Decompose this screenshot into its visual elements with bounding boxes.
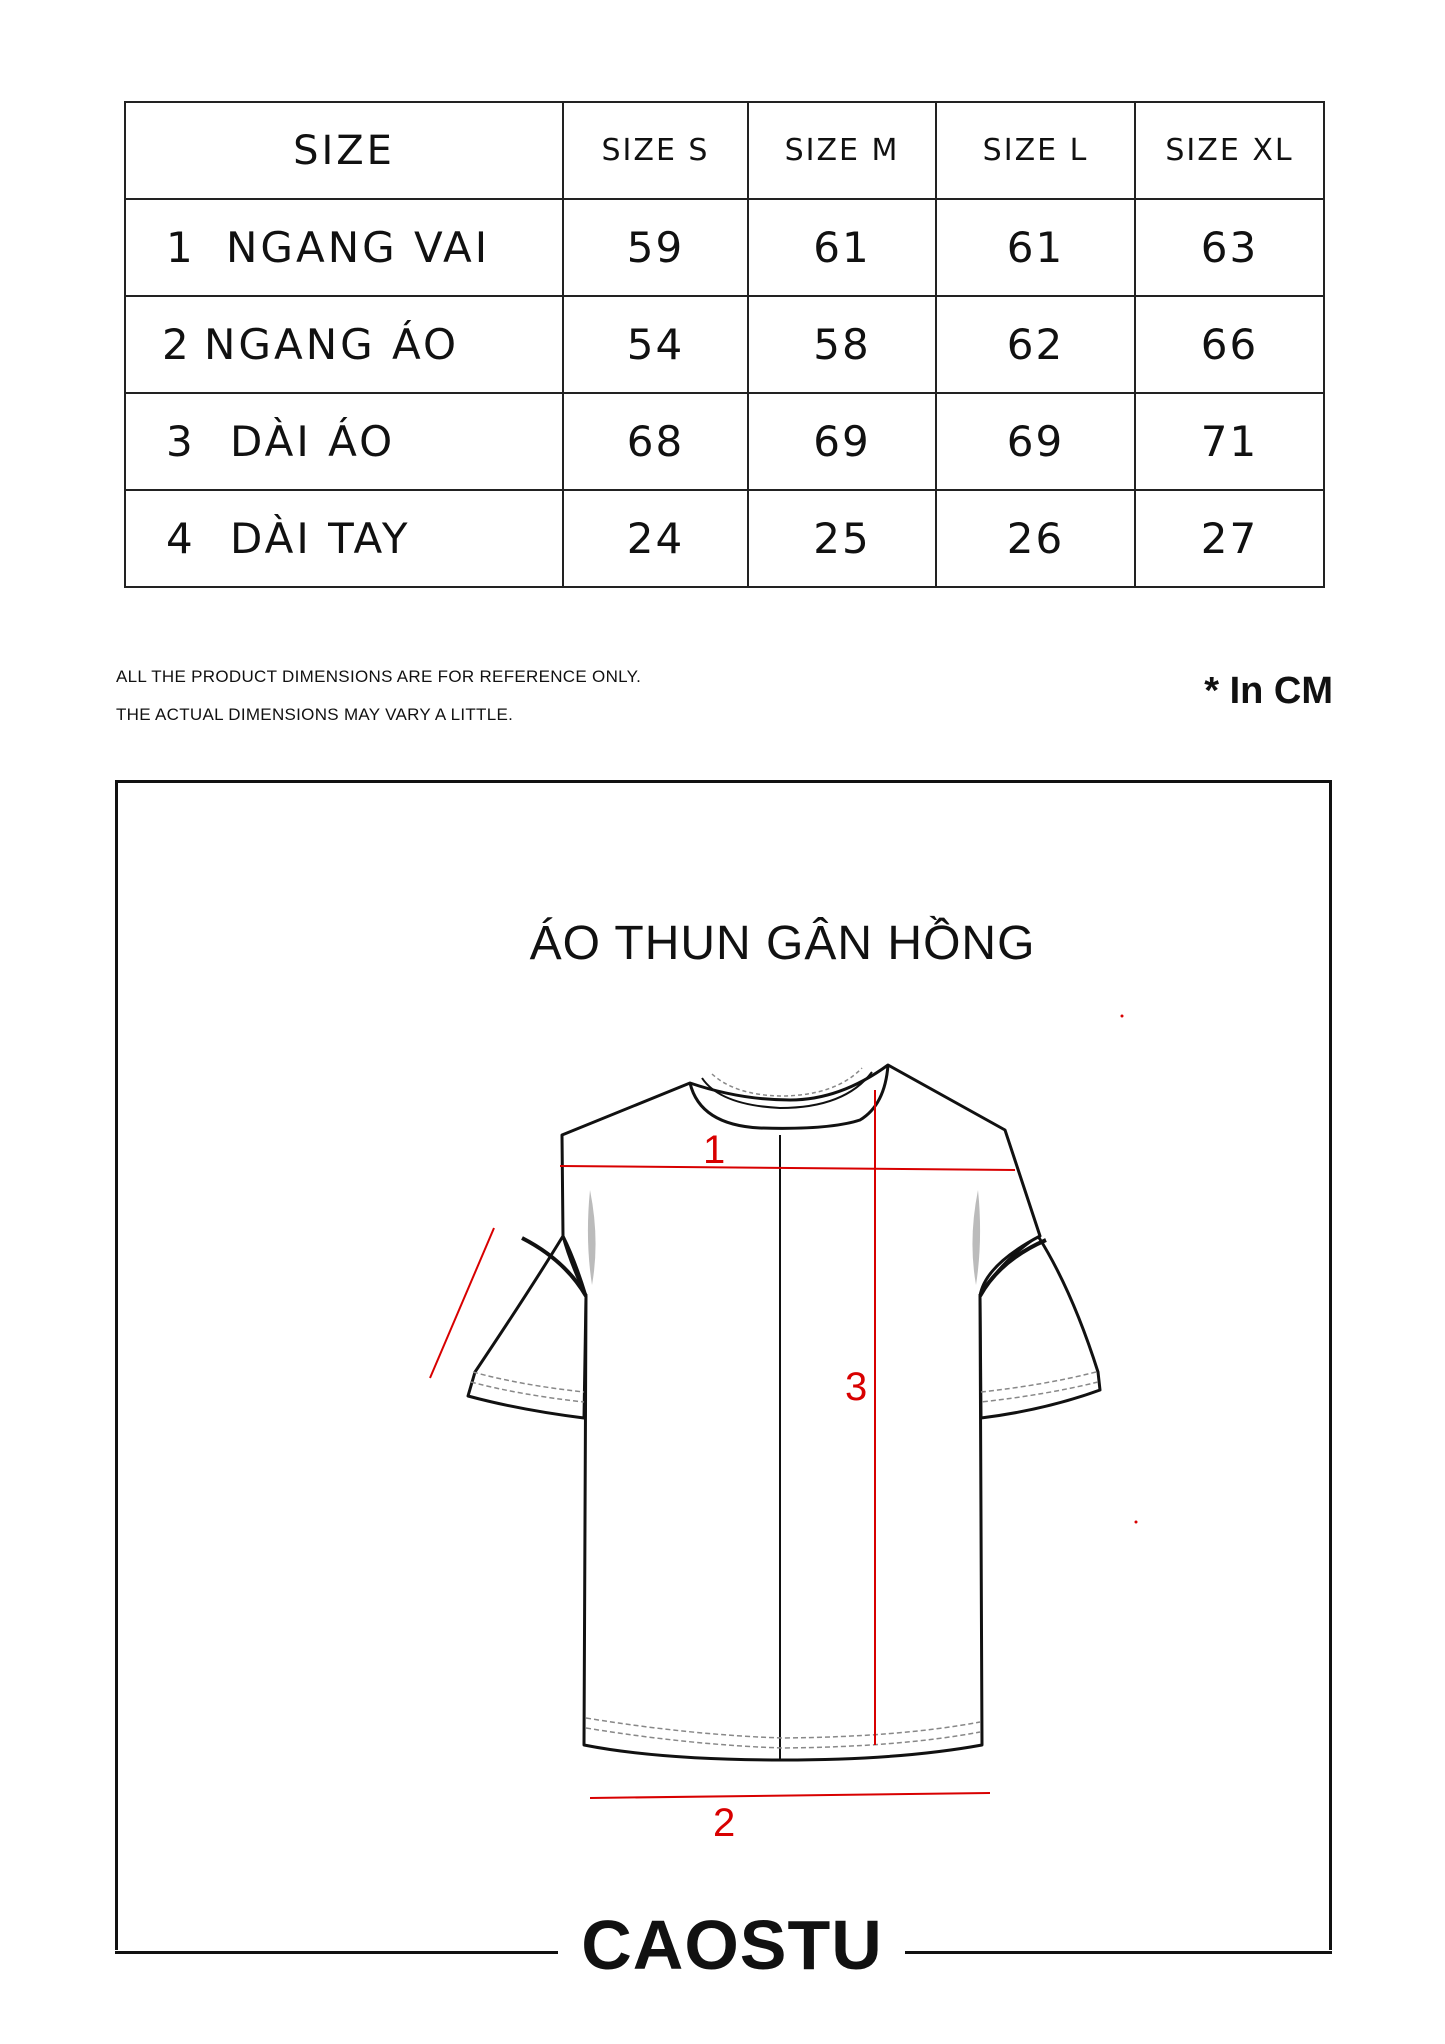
disclaimer-line-2: THE ACTUAL DIMENSIONS MAY VARY A LITTLE. (116, 705, 514, 724)
row-number: 4 (166, 514, 196, 563)
row-label-text: NGANG VAI (226, 223, 491, 272)
table-cell: 61 (748, 199, 936, 296)
table-cell: 54 (563, 296, 748, 393)
measure-label-1: 1 (703, 1128, 726, 1172)
table-cell: 68 (563, 393, 748, 490)
row-number: 2 (162, 320, 192, 369)
row-number: 3 (166, 417, 196, 466)
column-header-l: SIZE L (936, 102, 1135, 199)
measure-line-width (590, 1793, 990, 1798)
table-cell: 69 (936, 393, 1135, 490)
table-cell: 63 (1135, 199, 1324, 296)
table-cell: 61 (936, 199, 1135, 296)
row-label-text: DÀI ÁO (230, 417, 396, 466)
red-dot (1135, 1521, 1138, 1524)
table-cell: 62 (936, 296, 1135, 393)
diagram-title-text: ÁO THUN GÂN HỒNG (529, 917, 1036, 970)
row-label-text: NGANG ÁO (204, 320, 460, 369)
column-header-s: SIZE S (563, 102, 748, 199)
table-cell: 24 (563, 490, 748, 587)
table-cell: 26 (936, 490, 1135, 587)
measure-label-3: 3 (845, 1365, 868, 1409)
size-header-cell: SIZE (125, 102, 563, 199)
table-cell: 58 (748, 296, 936, 393)
disclaimer-line-1: ALL THE PRODUCT DIMENSIONS ARE FOR REFERENCE ONLY. (116, 667, 642, 686)
unit-note: * In CM (1204, 670, 1333, 712)
measure-label-2: 2 (713, 1801, 736, 1845)
table-cell: 66 (1135, 296, 1324, 393)
table-cell: 59 (563, 199, 748, 296)
brand-logo-text: CAOSTU (581, 1906, 883, 1984)
table-cell: 69 (748, 393, 936, 490)
table-cell: 71 (1135, 393, 1324, 490)
column-header-xl: SIZE XL (1135, 102, 1324, 199)
row-number: 1 (166, 223, 196, 272)
row-label-text: DÀI TAY (230, 514, 411, 563)
table-cell: 27 (1135, 490, 1324, 587)
table-cell: 25 (748, 490, 936, 587)
red-dot (1121, 1015, 1124, 1018)
column-header-m: SIZE M (748, 102, 936, 199)
